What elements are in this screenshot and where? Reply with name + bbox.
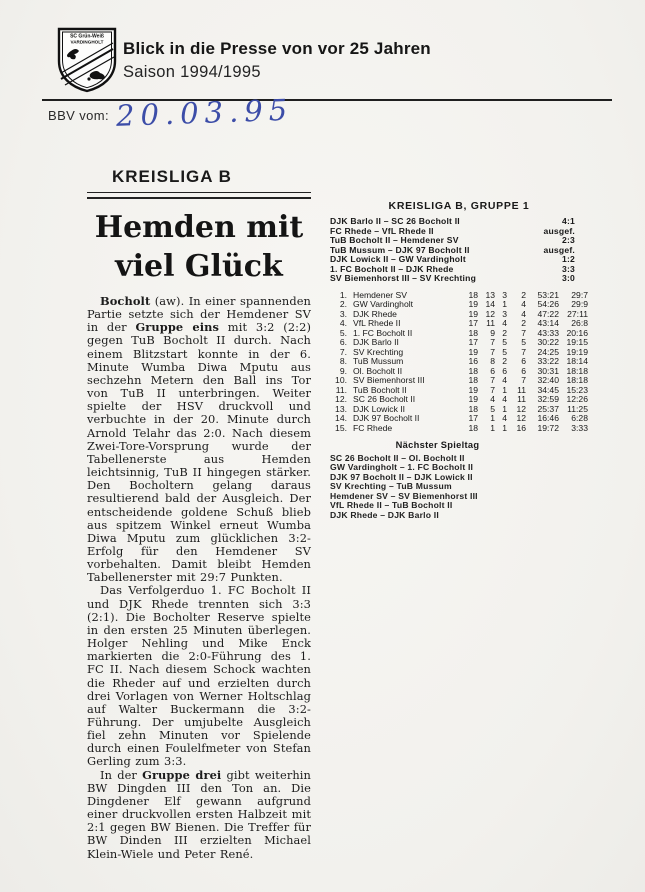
article-paragraph: Das Verfolgerduo 1. FC Bocholt II und DJK Rhede trennten sich 3:3 (2:1). Die Bocholter Reserve spielte in den ersten 25 Minuten überlegen. Holger Nehling und Mike Enck markierten die 2:0-Führung des 1. FC II. Nach diesem Schock wachten die Rheder auf und erzielten durch drei Vorlagen von Werner Holtschlag auf Walter Buckermann die 3:2-Führung. Der umjubelte Ausgleich fiel zehn Minuten vor Spielende durch einen Foulelfmeter von Stefan Gerling zum 3:3. bbox=[87, 583, 311, 769]
standings-losses: 6 bbox=[521, 365, 526, 376]
standings-rank: 8. bbox=[339, 356, 347, 366]
standings-row bbox=[330, 424, 588, 434]
crest-club-name: SC Grün-Weiß bbox=[70, 33, 104, 40]
standings-team: VfL Rhede II bbox=[353, 318, 401, 328]
next-matchday-title: Nächster Spieltag bbox=[395, 440, 480, 450]
standings-team: DJK Lowick II bbox=[353, 403, 406, 414]
standings-wins: 11 bbox=[486, 318, 495, 328]
standings-team: TuB Mussum bbox=[353, 356, 404, 366]
standings-played: 19 bbox=[468, 384, 478, 395]
standings-rank: 1. bbox=[339, 289, 347, 300]
standings-losses: 11 bbox=[517, 394, 526, 404]
newspaper-article bbox=[87, 167, 311, 861]
standings-losses: 16 bbox=[516, 422, 526, 433]
standings-rank: 15. bbox=[335, 422, 347, 433]
standings-goals: 53:21 bbox=[537, 289, 559, 300]
standings-draws: 1 bbox=[502, 403, 507, 414]
kicker-rule bbox=[87, 192, 311, 199]
result-fixture: TuB Mussum – DJK 97 Bocholt II bbox=[330, 244, 470, 255]
standings-played: 17 bbox=[468, 318, 478, 328]
standings-draws: 6 bbox=[502, 365, 507, 376]
standings-losses: 2 bbox=[521, 289, 526, 300]
standings-wins: 4 bbox=[490, 394, 495, 404]
result-score: 4:1 bbox=[561, 216, 575, 226]
standings-points: 12:26 bbox=[566, 394, 588, 404]
standings-wins: 14 bbox=[485, 299, 495, 309]
standings-losses: 7 bbox=[521, 346, 526, 357]
standings-team: SV Krechting bbox=[353, 346, 404, 357]
standings-losses: 6 bbox=[521, 356, 526, 366]
result-score: ausgef. bbox=[543, 225, 575, 236]
standings-goals: 54:26 bbox=[537, 299, 559, 309]
standings-team: GW Vardingholt bbox=[353, 299, 414, 309]
standings-played: 18 bbox=[468, 327, 478, 338]
standings-points: 18:18 bbox=[566, 365, 588, 376]
result-fixture: FC Rhede – VfL Rhede II bbox=[330, 225, 434, 236]
standings-played: 18 bbox=[468, 365, 478, 376]
standings-points: 6:28 bbox=[571, 413, 588, 423]
standings-rank: 12. bbox=[335, 394, 347, 404]
next-matchday-list bbox=[330, 454, 588, 521]
result-fixture: 1. FC Bocholt II – DJK Rhede bbox=[330, 263, 454, 274]
standings-wins: 1 bbox=[490, 422, 495, 433]
result-score: 1:2 bbox=[561, 254, 575, 264]
standings-team: DJK Barlo II bbox=[353, 337, 399, 347]
standings-team: Hemdener SV bbox=[353, 289, 407, 300]
standings-goals: 32:59 bbox=[537, 394, 559, 404]
standings-played: 17 bbox=[468, 337, 478, 347]
result-fixture: TuB Bocholt II – Hemdener SV bbox=[330, 235, 459, 245]
standings-rank: 6. bbox=[339, 337, 347, 347]
standings-losses: 12 bbox=[516, 403, 526, 414]
standings-team: DJK 97 Bocholt II bbox=[353, 413, 420, 423]
standings-losses: 12 bbox=[516, 413, 526, 423]
standings-losses: 5 bbox=[521, 337, 526, 347]
standings-points: 27:11 bbox=[567, 308, 588, 319]
result-fixture: DJK Lowick II – GW Vardingholt bbox=[330, 254, 466, 264]
standings-rank: 3. bbox=[339, 308, 347, 319]
article-headline: Hemden mit viel Glück bbox=[94, 210, 304, 284]
standings-draws: 4 bbox=[502, 394, 507, 404]
handwritten-date: 20.03.95 bbox=[115, 92, 294, 133]
result-score: 3:0 bbox=[561, 273, 575, 283]
standings-team: Ol. Bocholt II bbox=[353, 365, 403, 376]
standings-rank: 7. bbox=[339, 346, 347, 357]
standings-wins: 1 bbox=[490, 413, 495, 423]
next-matchday-fixture: GW Vardingholt – 1. FC Bocholt II bbox=[330, 462, 474, 472]
standings-draws: 5 bbox=[502, 337, 507, 347]
standings-goals: 30:31 bbox=[537, 365, 559, 376]
standings-rank: 11. bbox=[335, 384, 347, 395]
result-fixture: SV Biemenhorst III – SV Krechting bbox=[330, 273, 477, 283]
next-matchday-fixture: VfL Rhede II – TuB Bocholt II bbox=[330, 500, 453, 510]
standings-wins: 7 bbox=[490, 346, 495, 357]
standings-wins: 12 bbox=[485, 308, 495, 319]
standings-goals: 32:40 bbox=[537, 375, 559, 385]
standings-played: 19 bbox=[468, 394, 478, 404]
standings-played: 18 bbox=[468, 403, 478, 414]
standings-points: 29:7 bbox=[571, 289, 588, 300]
article-paragraph: In der Gruppe drei gibt weiterhin BW Dingden III den Ton an. Die Dingdener Elf gewann aufgrund einer druckvollen ersten Halbzeit mit 2:1 gegen BW Bienen. Die Treffer für BW Dinden III erzielten Michael Klein-Wiele und Peter René. bbox=[87, 767, 311, 861]
standings-points: 3:33 bbox=[571, 422, 588, 433]
standings-points: 15:23 bbox=[566, 384, 588, 395]
standings-team: SC 26 Bocholt II bbox=[353, 394, 416, 404]
standings-draws: 1 bbox=[502, 422, 507, 433]
standings-rank: 14. bbox=[335, 413, 347, 423]
standings-points: 18:18 bbox=[566, 375, 588, 385]
article-paragraph: Bocholt (aw). In einer spannenden Partie setzte sich der Hemdener SV in der Gruppe eins mit 3:2 (2:2) gegen TuB Bocholt II durch. Nach einem Blitzstart konnte in der 6. Minute Wumba Diwa Mputu aus sechzehn Metern den Ball ins Tor von TuB II unterbringen. Weiter spielte der HSV druckvoll und verbuchte in der 20. Minute durch Arnold Telahr das 2:0. Nach diesem Zwei-Tore-Vorsprung wurde der Tabellenerste aus Hemden leichtsinnig, TuB II hingegen stärker. Den Bocholtern gelang daraus resultierend bald der Ausgleich. Der entscheidende goldene Schuß blieb aus spitzem Winkel erneut Wumba Diwa Mputu zum glücklichen 3:2-Erfolg für den Hemdener SV vorbehalten. Damit bleibt Hemden Tabellenerster mit 29:7 Punkten. bbox=[87, 294, 311, 585]
standings-goals: 19:72 bbox=[537, 422, 559, 433]
standings-goals: 16:46 bbox=[537, 413, 559, 423]
standings-points: 29:9 bbox=[571, 299, 588, 309]
next-matchday-fixture: SV Krechting – TuB Mussum bbox=[330, 481, 452, 491]
next-matchday-fixture: DJK 97 Bocholt II – DJK Lowick II bbox=[330, 471, 473, 482]
standings-goals: 43:14 bbox=[537, 318, 559, 328]
standings-goals: 47:22 bbox=[537, 308, 559, 319]
standings-draws: 4 bbox=[502, 375, 507, 385]
standings-team: 1. FC Bocholt II bbox=[353, 327, 413, 338]
standings-draws: 1 bbox=[502, 299, 507, 309]
standings-wins: 9 bbox=[490, 327, 495, 338]
standings-rank: 5. bbox=[339, 327, 347, 338]
standings-goals: 33:22 bbox=[537, 356, 559, 366]
svg-text:VARDINGHOLT: VARDINGHOLT bbox=[70, 39, 104, 45]
standings-points: 20:16 bbox=[566, 327, 588, 338]
standings-draws: 3 bbox=[502, 289, 507, 300]
club-crest-shield-icon bbox=[55, 27, 119, 93]
standings-goals: 43:33 bbox=[537, 327, 559, 338]
next-matchday-fixture: SC 26 Bocholt II – Ol. Bocholt II bbox=[330, 452, 465, 463]
article-kicker: KREISLIGA B bbox=[112, 167, 232, 186]
standings-rank: 10. bbox=[335, 375, 347, 385]
standings-played: 18 bbox=[468, 422, 478, 433]
next-matchday-fixture: DJK Rhede – DJK Barlo II bbox=[330, 509, 439, 520]
standings-team: FC Rhede bbox=[353, 422, 393, 433]
standings-team: TuB Bocholt II bbox=[353, 384, 407, 395]
league-tables-column bbox=[330, 200, 588, 520]
standings-draws: 5 bbox=[502, 346, 507, 357]
standings-losses: 4 bbox=[521, 308, 526, 319]
standings-losses: 7 bbox=[521, 327, 526, 338]
standings-draws: 4 bbox=[502, 413, 507, 423]
standings-losses: 7 bbox=[521, 375, 526, 385]
standings-draws: 1 bbox=[502, 384, 507, 395]
result-score: 3:3 bbox=[561, 263, 575, 274]
standings-wins: 5 bbox=[490, 403, 495, 414]
club-crest bbox=[55, 27, 119, 93]
standings-draws: 2 bbox=[502, 327, 507, 338]
standings-team: SV Biemenhorst III bbox=[353, 375, 425, 385]
standings-played: 19 bbox=[468, 299, 478, 309]
standings-rank: 4. bbox=[339, 318, 347, 328]
standings-losses: 2 bbox=[521, 318, 526, 328]
standings-losses: 11 bbox=[517, 384, 526, 395]
standings-losses: 4 bbox=[521, 299, 526, 309]
article-body bbox=[87, 295, 311, 861]
standings-goals: 25:37 bbox=[537, 403, 559, 414]
standings-points: 19:15 bbox=[566, 337, 588, 347]
standings-points: 18:14 bbox=[566, 356, 588, 366]
standings-wins: 6 bbox=[490, 365, 495, 376]
standings-draws: 3 bbox=[502, 308, 507, 319]
standings-played: 18 bbox=[468, 289, 478, 300]
page-title: Blick in die Presse von vor 25 Jahren bbox=[123, 39, 431, 58]
standings-rank: 13. bbox=[335, 403, 347, 414]
league-title: KREISLIGA B, GRUPPE 1 bbox=[388, 200, 530, 212]
standings-draws: 4 bbox=[502, 318, 507, 328]
standings-played: 17 bbox=[468, 413, 478, 423]
standings-wins: 8 bbox=[490, 356, 495, 366]
result-row bbox=[330, 274, 588, 284]
standings-wins: 7 bbox=[490, 337, 495, 347]
standings-played: 18 bbox=[468, 375, 478, 385]
standings-rank: 2. bbox=[339, 299, 347, 309]
standings-goals: 30:22 bbox=[537, 337, 559, 347]
result-score: ausgef. bbox=[543, 244, 575, 255]
results-list bbox=[330, 217, 588, 284]
result-fixture: DJK Barlo II – SC 26 Bocholt II bbox=[330, 216, 460, 226]
standings-wins: 7 bbox=[490, 384, 495, 395]
standings-played: 16 bbox=[468, 356, 478, 366]
standings-points: 19:19 bbox=[566, 346, 588, 357]
result-score: 2:3 bbox=[561, 235, 575, 245]
next-matchday-fixture: Hemdener SV – SV Biemenhorst III bbox=[330, 490, 478, 501]
page-subtitle: Saison 1994/1995 bbox=[123, 63, 261, 81]
standings-played: 19 bbox=[468, 346, 478, 357]
standings-played: 19 bbox=[468, 308, 478, 319]
bbv-date-label: BBV vom: bbox=[48, 108, 109, 123]
standings-goals: 34:45 bbox=[537, 384, 559, 395]
standings-rank: 9. bbox=[339, 365, 347, 376]
standings-table bbox=[330, 291, 588, 434]
standings-wins: 13 bbox=[485, 289, 495, 300]
standings-points: 26:8 bbox=[571, 318, 588, 328]
standings-goals: 24:25 bbox=[537, 346, 559, 357]
standings-points: 11:25 bbox=[567, 403, 588, 414]
standings-draws: 2 bbox=[502, 356, 507, 366]
standings-team: DJK Rhede bbox=[353, 308, 397, 319]
standings-wins: 7 bbox=[490, 375, 495, 385]
